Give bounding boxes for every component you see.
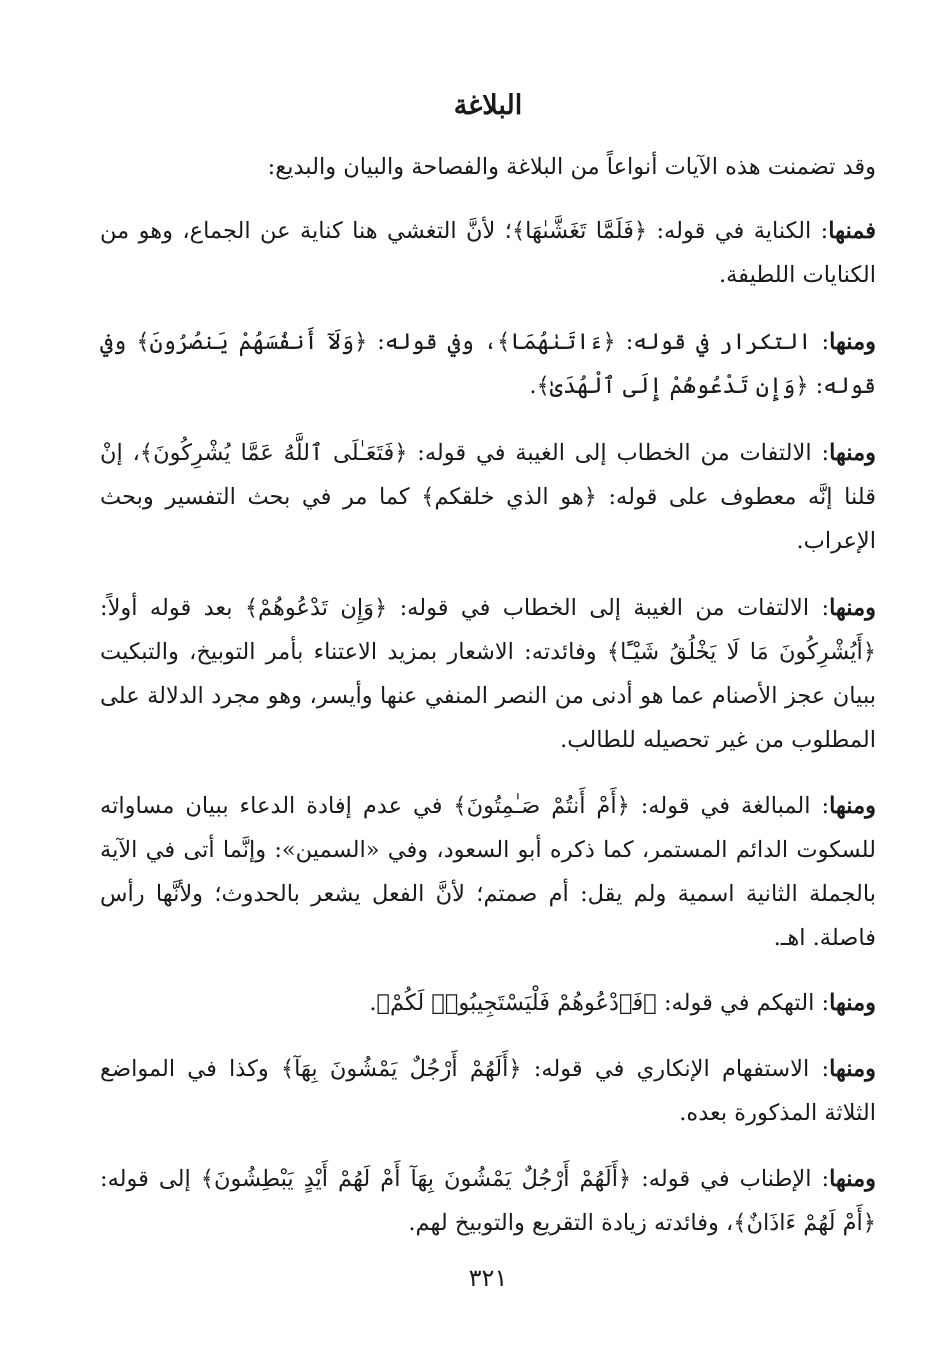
paragraph-iltifat-ghayba: [100, 431, 876, 563]
paragraph-lead: ومنها: [829, 595, 876, 621]
paragraph-tahakkum: [100, 981, 876, 1025]
paragraph-text: : الالتفات من الغيبة إلى الخطاب في قوله: ﴿وَإِن تَدْعُوهُمْ﴾ بعد قوله أولاً: ﴿أَيُشْرِكُونَ مَا لَا يَخْلُقُ شَيْـًٔا﴾ وفائدته: الاشعار بمزيد الاعتناء بأمر التوبيخ، والتبكيت ببيان عجز الأصنام عما هو أدنى من النصر المنفي عنها وأيسر، وهو مجرد الدلالة على المطلوب من غير تحصيله للطالب.: [100, 595, 876, 753]
paragraph-text: : الالتفات من الخطاب إلى الغيبة في قوله: ﴿فَتَعَـٰلَى ٱللَّهُ عَمَّا يُشْرِكُونَ﴾، إنْ قلنا إنَّه معطوف على قوله: ﴿هو الذي خلقكم﴾ كما مر في بحث التفسير وبحث الإعراب.: [100, 440, 876, 554]
paragraph-lead: ومنها: [829, 440, 876, 466]
paragraph-itnab: [100, 1157, 876, 1245]
paragraph-lead: ومنها: [829, 990, 876, 1016]
paragraph-lead: ومنها: [829, 1166, 876, 1192]
paragraph-text: : التكرار في قوله: ﴿ءَاتَىٰهُمَا﴾، وفي قوله: ﴿وَلَآ أَنفُسَهُمْ يَنصُرُونَ﴾ وفي قوله: ﴿وَإِن تَدْعُوهُمْ إِلَى ٱلْهُدَىٰ﴾.: [100, 329, 876, 399]
paragraph-lead: ومنها: [829, 793, 876, 819]
page-number: ٣٢١: [468, 1264, 508, 1292]
paragraph-istifham: [100, 1047, 876, 1135]
paragraph-text: : المبالغة في قوله: ﴿أَمْ أَنتُمْ صَـٰمِتُونَ﴾ في عدم إفادة الدعاء ببيان مساواته للسكوت الدائم المستمر، كما ذكره أبو السعود، وفي «السمين»: وإنَّما أتى في الآية بالجملة الثانية اسمية ولم يقل: أم صمتم؛ لأنَّ الفعل يشعر بالحدوث؛ ولأنَّها رأس فاصلة. اهـ.: [100, 793, 876, 951]
book-page: [100, 0, 876, 1365]
paragraph-kinaya: [100, 209, 876, 297]
paragraph-text: : الإطناب في قوله: ﴿أَلَهُمْ أَرْجُلٌ يَمْشُونَ بِهَآ أَمْ لَهُمْ أَيْدٍ يَبْطِشُونَ﴾ إلى قوله: ﴿أَمْ لَهُمْ ءَاذَانٌ﴾، وفائدته زيادة التقريع والتوبيخ لهم.: [100, 1166, 876, 1236]
paragraph-iltifat-khitab: [100, 586, 876, 762]
paragraph-text: : الاستفهام الإنكاري في قوله: ﴿أَلَهُمْ أَرْجُلٌ يَمْشُونَ بِهَآ﴾ وكذا في المواضع الثلاثة المذكورة بعده.: [100, 1056, 876, 1126]
paragraph-text: : التهكم في قوله: ﴿فَٱدْعُوهُمْ فَلْيَسْتَجِيبُوا۟ لَكُمْ﴾.: [369, 990, 830, 1016]
paragraph-mubalagha: [100, 784, 876, 960]
paragraph-lead: ومنها: [829, 1056, 876, 1082]
paragraph-lead: ومنها: [829, 329, 876, 355]
paragraph-lead: فمنها: [828, 218, 876, 244]
paragraph-text: : الكناية في قوله: ﴿فَلَمَّا تَغَشَّىٰهَا﴾؛ لأنَّ التغشي هنا كناية عن الجماع، وهو من الكنايات اللطيفة.: [100, 218, 876, 288]
paragraph-tikrar: [100, 320, 876, 408]
section-heading: البلاغة: [453, 90, 523, 121]
intro-paragraph: وقد تضمنت هذه الآيات أنواعاً من البلاغة والفصاحة والبيان والبديع:: [267, 154, 876, 180]
